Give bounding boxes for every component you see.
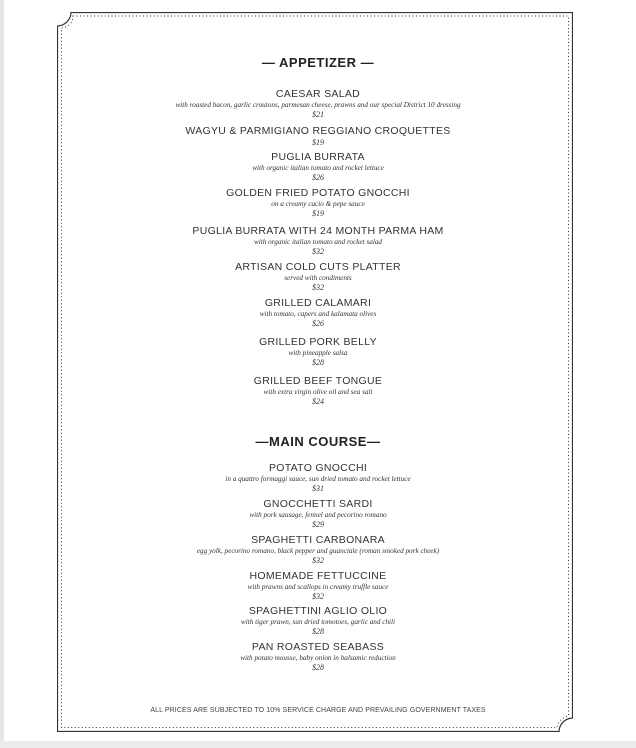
item-desc: in a quattro formaggi sauce, sun dried tomato and rocket lettuce xyxy=(225,474,411,483)
page-gap xyxy=(0,741,636,748)
item-price: $19 xyxy=(312,137,324,147)
item-name: SPAGHETTI CARBONARA xyxy=(251,534,385,546)
menu-item xyxy=(60,535,576,565)
item-name: GOLDEN FRIED POTATO GNOCCHI xyxy=(226,187,410,199)
item-price: $21 xyxy=(312,109,324,119)
item-price: $32 xyxy=(312,282,324,292)
menu-item xyxy=(60,376,576,406)
item-desc: with tomato, capers and kalamata olives xyxy=(259,309,377,318)
menu-item xyxy=(60,499,576,529)
item-name: PUGLIA BURRATA WITH 24 MONTH PARMA HAM xyxy=(192,225,444,237)
item-name: PAN ROASTED SEABASS xyxy=(251,641,385,653)
item-price: $26 xyxy=(312,318,324,328)
menu-item xyxy=(60,262,576,292)
item-price: $19 xyxy=(312,208,324,218)
item-name: ARTISAN COLD CUTS PLATTER xyxy=(235,261,401,273)
menu-item xyxy=(60,89,576,119)
item-price: $32 xyxy=(312,246,324,256)
item-price: $28 xyxy=(312,662,324,672)
item-name: SPAGHETTINI AGLIO OLIO xyxy=(248,605,388,617)
menu-item xyxy=(60,188,576,218)
item-desc: on a creamy cacio & pepe sauce xyxy=(271,199,365,208)
item-desc: with organic italian tomato and rocket salad xyxy=(253,237,383,246)
item-price: $28 xyxy=(312,626,324,636)
item-name: GRILLED PORK BELLY xyxy=(259,336,377,348)
menu-item xyxy=(60,126,576,147)
menu-item xyxy=(60,337,576,367)
item-price: $29 xyxy=(312,519,324,529)
item-price: $28 xyxy=(312,357,324,367)
menu-item xyxy=(60,226,576,256)
item-name: GNOCCHETTI SARDI xyxy=(263,498,373,510)
item-name: GRILLED BEEF TONGUE xyxy=(253,375,383,387)
item-name: POTATO GNOCCHI xyxy=(268,462,368,474)
footer-note: ALL PRICES ARE SUBJECTED TO 10% SERVICE CHARGE AND PREVAILING GOVERNMENT TAXES xyxy=(150,707,486,714)
item-desc: with prawns and scallops in creamy truffle sauce xyxy=(247,582,389,591)
item-price: $24 xyxy=(312,396,324,406)
menu-item xyxy=(60,571,576,601)
item-price: $31 xyxy=(312,483,324,493)
item-desc: with organic italian tomato and rocket lettuce xyxy=(252,163,384,172)
item-desc: egg yolk, pecorino romano, black pepper and guanciale (roman smoked pork cheek) xyxy=(196,546,440,555)
page-margin xyxy=(0,0,4,748)
item-desc: with potato mousse, baby onion in balsamic reduction xyxy=(240,653,396,662)
item-desc: served with condiments xyxy=(284,273,352,282)
item-price: $26 xyxy=(312,172,324,182)
section-heading-appetizer: — APPETIZER — xyxy=(261,55,375,70)
item-desc: with tiger prawn, sun dried tomotoes, garlic and chili xyxy=(240,617,396,626)
item-desc: with roasted bacon, garlic croutons, parmesan cheese, prawns and our special District 10 dressing xyxy=(175,100,461,109)
item-desc: with pork sausage, fennel and pecorino romano xyxy=(249,510,387,519)
menu-item xyxy=(60,642,576,672)
section-heading-main-course: —MAIN COURSE— xyxy=(255,434,381,449)
menu-item xyxy=(60,606,576,636)
item-name: CAESAR SALAD xyxy=(275,88,361,100)
menu-item xyxy=(60,152,576,182)
item-name: WAGYU & PARMIGIANO REGGIANO CROQUETTES xyxy=(185,125,451,137)
menu-item xyxy=(60,298,576,328)
item-name: HOMEMADE FETTUCCINE xyxy=(249,570,387,582)
item-desc: with pineapple salsa xyxy=(288,348,348,357)
item-price: $32 xyxy=(312,591,324,601)
menu-item xyxy=(60,463,576,493)
item-price: $32 xyxy=(312,555,324,565)
item-desc: with extra virgin olive oil and sea salt xyxy=(263,387,373,396)
item-name: PUGLIA BURRATA xyxy=(271,151,365,163)
item-name: GRILLED CALAMARI xyxy=(264,297,372,309)
